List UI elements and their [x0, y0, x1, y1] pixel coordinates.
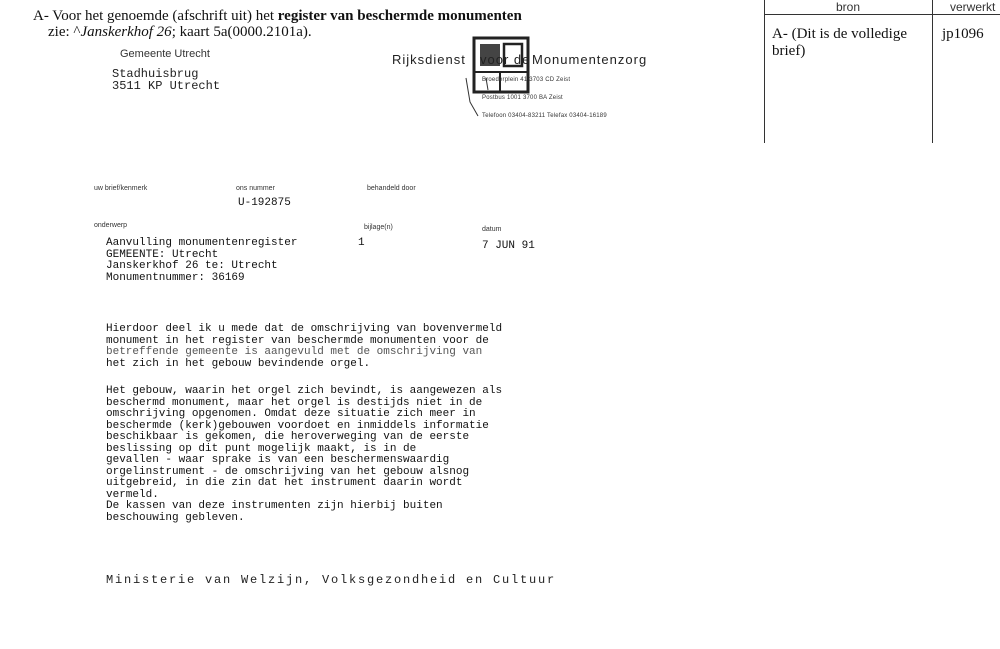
label-bijlagen: bijlage(n)	[364, 224, 393, 231]
sender-address-line-3: Telefoon 03404-83211 Telefax 03404-16189	[482, 113, 607, 119]
label-ons-nummer: ons nummer	[236, 185, 275, 192]
recipient-street: Stadhuisbrug	[112, 67, 199, 81]
label-datum: datum	[482, 226, 502, 233]
paragraph-line: betreffende gemeente is aangevuld met de omschrijving van	[106, 346, 483, 358]
recipient-city: 3511 KP Utrecht	[112, 79, 221, 93]
subject-line: Monumentnummer: 36169	[106, 271, 245, 284]
subject-block	[106, 238, 297, 284]
table-header-divider	[764, 14, 1000, 15]
ons-nummer-value: U-192875	[238, 197, 291, 209]
label-uw-brief: uw brief/kenmerk	[94, 185, 148, 192]
header-note-address: Janskerkhof 26	[80, 24, 172, 40]
subject-line: Janskerkhof 26 te: Utrecht	[106, 260, 278, 272]
paragraph-line: beschermde (kerk)gebouwen voordoet en inmiddels informatie	[106, 419, 489, 432]
header-note-register-title: register van beschermde monumenten	[277, 8, 522, 24]
source-table	[764, 0, 1000, 143]
table-cell-verwerkt: jp1096	[942, 26, 984, 42]
header-note-prefix: A- Voor het genoemde (afschrift uit) het	[33, 8, 278, 24]
paragraph-1	[106, 324, 502, 370]
table-divider	[932, 0, 933, 143]
bijlagen-value: 1	[358, 237, 365, 249]
subject-line: GEMEENTE: Utrecht	[106, 248, 219, 261]
table-cell-bron: A- (Dit is de volledige brief)	[772, 26, 907, 59]
recipient-municipality: Gemeente Utrecht	[120, 48, 210, 60]
paragraph-line: het zich in het gebouw bevindende orgel.	[106, 357, 371, 370]
paragraph-line: vermeld.	[106, 488, 159, 501]
label-onderwerp: onderwerp	[94, 222, 128, 229]
header-note-map-ref: ; kaart 5a(0000.2101a).	[171, 24, 312, 40]
paragraph-line: beslissing op dit punt mogelijk maakt, is in de	[106, 442, 417, 455]
label-behandeld-door: behandeld door	[367, 185, 416, 192]
sender-address-line-1: Broederplein 41 3703 CD Zeist	[482, 77, 571, 83]
paragraph-line: Hierdoor deel ik u mede dat de omschrijving van bovenvermeld	[106, 323, 503, 335]
paragraph-line: monument in het register van beschermde monumenten voor de	[106, 334, 489, 347]
sender-name-right: Monumentenzorg	[532, 52, 648, 67]
paragraph-line: Het gebouw, waarin het orgel zich bevindt, is aangewezen als	[106, 385, 503, 397]
paragraph-line: uitgebreid, in die zin dat het instrument daarin wordt	[106, 477, 463, 489]
logo-stroke-icon	[462, 76, 502, 120]
header-note-zie: zie: ^	[48, 24, 81, 40]
sender-address-line-2: Postbus 1001 3700 BA Zeist	[482, 95, 563, 101]
table-divider	[764, 0, 765, 143]
datum-value: 7 JUN 91	[482, 240, 535, 252]
footer-ministry: Ministerie van Welzijn, Volksgezondheid en Cultuur	[106, 573, 557, 587]
paragraph-line: orgelinstrument - de omschrijving van het gebouw alsnog	[106, 465, 470, 478]
table-header-bron: bron	[836, 0, 861, 14]
sender-name-left: Rijksdienst	[392, 52, 466, 67]
table-header-verwerkt: verwerkt	[950, 0, 996, 14]
paragraph-line: beschermd monument, maar het orgel is destijds niet in de	[106, 396, 483, 409]
paragraph-line: omschrijving opgenomen. Omdat deze situatie zich meer in	[106, 408, 476, 420]
paragraph-line: De kassen van deze instrumenten zijn hierbij buiten	[106, 500, 443, 512]
paragraph-2	[106, 386, 502, 524]
subject-line: Aanvulling monumentenregister	[106, 237, 298, 249]
paragraph-line: gevallen - waar sprake is van een beschermenswaardig	[106, 454, 450, 466]
sender-name-middle: voor de	[480, 52, 531, 67]
paragraph-line: beschouwing gebleven.	[106, 511, 245, 524]
paragraph-line: beschikbaar is gekomen, die heroverweging van de eerste	[106, 431, 470, 443]
